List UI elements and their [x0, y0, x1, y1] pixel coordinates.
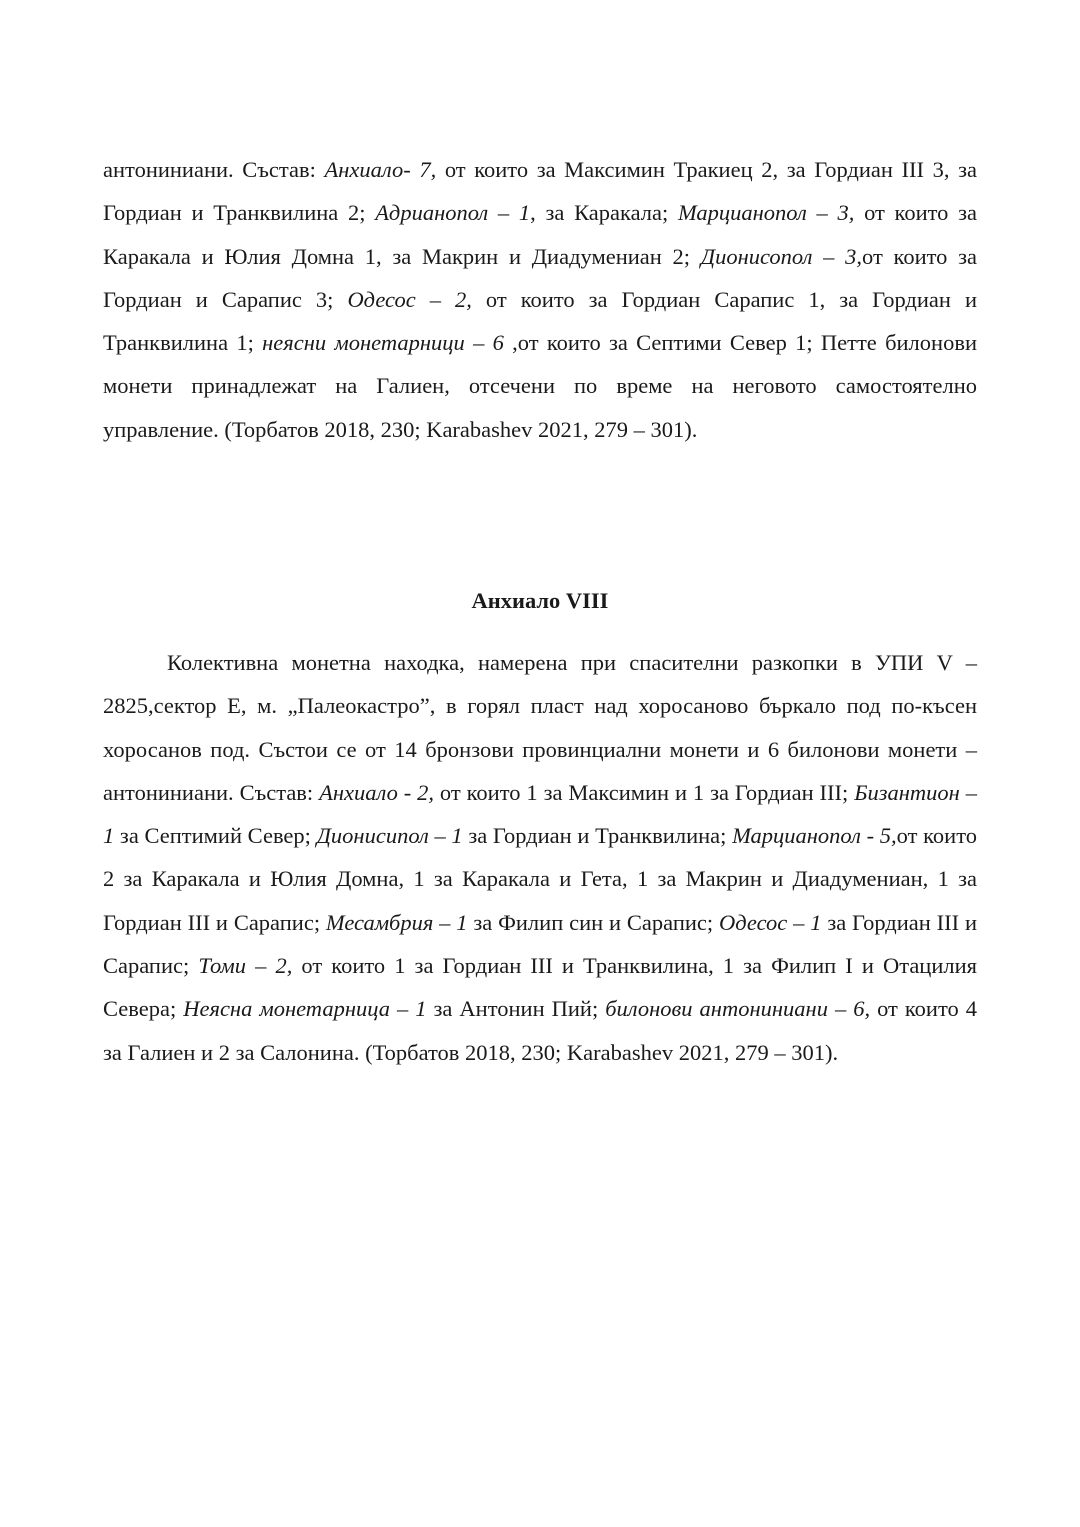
text-segment: за Гордиан и Транквилина;: [462, 823, 733, 849]
text-segment: от които 4 за Галиен и 2 за Салонина. (Торбатов 2018, 230; Karabashev 2021, 279 – 301).: [103, 996, 978, 1065]
text-segment: за Гордиан III и Сарапис;: [103, 909, 978, 979]
text-segment: от които за Каракала и Юлия Домна 1, за Макрин и Диадумениан 2;: [103, 200, 978, 269]
text-segment: Колективна монетна находка, намерена при спасителни разкопки в УПИ V – 2825,сектор Е, м. „Палеокастро”, в горял пласт над хоросаново бъркало под по-късен хоросанов под. Състои се от 14 бронзови провинциални монети и 6 билонови монети – антониниани. Състав:: [103, 650, 977, 805]
paragraph-2: [103, 641, 977, 1074]
text-segment: ,от които за Септими Север 1; Петте билонови монети принадлежат на Галиен, отсечени по време на неговото самостоятелно управление. (Торбатов 2018, 230; Karabashev 2021, 279 – 301).: [103, 330, 977, 442]
mint-name: Марцианопол - 5,: [732, 823, 897, 849]
mint-name: Одесос – 1: [719, 909, 822, 935]
document-page: [103, 148, 978, 1065]
text-segment: за Филип син и Сарапис;: [467, 909, 719, 935]
mint-name: Дионисипол – 1: [316, 823, 463, 849]
text-segment: от които 1 за Гордиан III и Транквилина, 1 за Филип I и Отацилия Севера;: [103, 953, 978, 1022]
mint-name: Одесос – 2,: [347, 286, 472, 312]
text-segment: за Септимий Север;: [114, 823, 317, 849]
mint-name: Марцианопол – 3,: [677, 200, 855, 226]
text-segment: за Антонин Пий;: [426, 996, 606, 1022]
mint-name: Адрианопол – 1: [375, 200, 531, 226]
mint-name: Дионисопол – 3,: [700, 243, 863, 269]
text-segment: антониниани. Състав:: [103, 157, 325, 182]
mint-name: билонови антониниани – 6,: [605, 996, 871, 1022]
text-segment: от които 1 за Максимин и 1 за Гордиан III;: [434, 779, 855, 805]
mint-name: Томи – 2,: [198, 953, 293, 979]
mint-name: Анхиало - 2,: [319, 779, 435, 805]
text-segment: от които за Максимин Тракиец 2, за Гордиан III 3, за Гордиан и Транквилина 2;: [103, 157, 977, 226]
mint-name: Месамбрия – 1: [325, 909, 468, 935]
mint-name: неясни монетарници – 6: [262, 330, 504, 356]
text-segment: от които за Гордиан Сарапис 1, за Гордиан и Транквилина 1;: [103, 286, 978, 356]
text-segment: , за Каракала;: [530, 200, 678, 226]
text-segment: от които 2 за Каракала и Юлия Домна, 1 за Каракала и Гета, 1 за Макрин и Диадумениан, 1 за Гордиан III и Сарапис;: [103, 823, 977, 935]
mint-name: Бизантион – 1: [103, 779, 977, 849]
paragraph-1: [103, 148, 977, 451]
mint-name: Анхиало- 7,: [324, 157, 437, 182]
section-heading: Анхиало VIII: [471, 588, 609, 613]
mint-name: Неясна монетарница – 1: [183, 996, 427, 1022]
text-segment: от които за Гордиан и Сарапис 3;: [103, 243, 977, 312]
